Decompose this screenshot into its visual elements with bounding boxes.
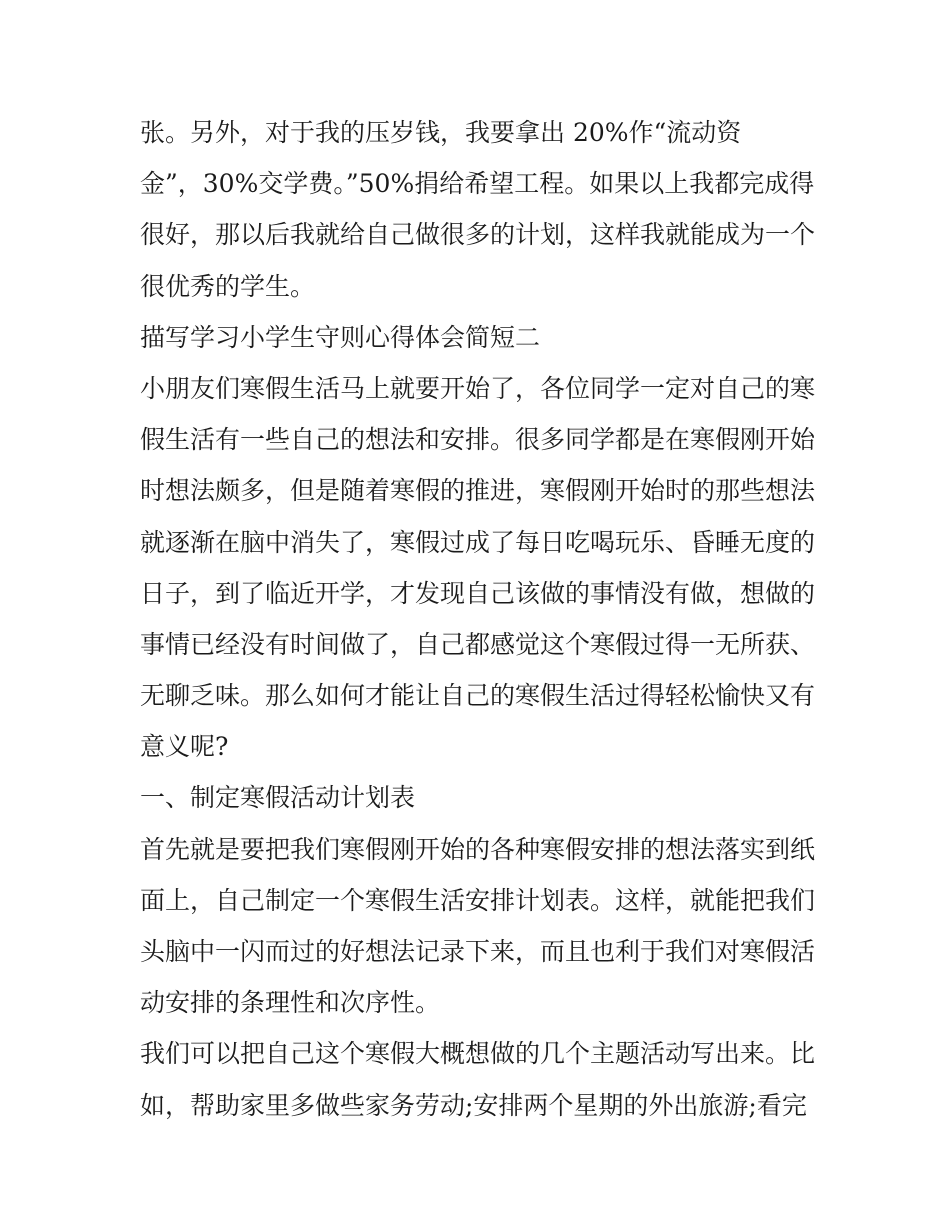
text-line: 如，帮助家里多做些家务劳动;安排两个星期的外出旅游;看完 bbox=[140, 1090, 807, 1120]
text-line: 头脑中一闪而过的好想法记录下来，而且也利于我们对寒假活 bbox=[140, 937, 816, 966]
text-line: 事情已经没有时间做了，自己都感觉这个寒假过得一无所获、 bbox=[140, 629, 816, 659]
text-line: 时想法颇多，但是随着寒假的推进，寒假刚开始时的那些想法 bbox=[140, 476, 816, 506]
text-line: 就逐渐在脑中消失了，寒假过成了每日吃喝玩乐、昏睡无度的 bbox=[140, 527, 816, 557]
text-line: 面上，自己制定一个寒假生活安排计划表。这样，就能把我们 bbox=[140, 885, 816, 915]
section-heading: 描写学习小学生守则心得体会简短二 bbox=[140, 322, 541, 352]
text-line: 金”，30%交学费。”50%捐给希望工程。如果以上我都完成得 bbox=[140, 169, 815, 199]
document-body bbox=[140, 107, 830, 1131]
text-line: 张。另外，对于我的压岁钱，我要拿出 20%作“流动资 bbox=[140, 118, 742, 147]
text-line: 很好，那以后我就给自己做很多的计划，这样我就能成为一个 bbox=[140, 220, 816, 250]
text-line: 动安排的条理性和次序性。 bbox=[140, 988, 441, 1018]
text-line: 我们可以把自己这个寒假大概想做的几个主题活动写出来。比 bbox=[140, 1039, 816, 1069]
subheading: 一、制定寒假活动计划表 bbox=[140, 783, 416, 813]
text-line: 很优秀的学生。 bbox=[140, 271, 316, 301]
text-line: 意义呢? bbox=[140, 732, 229, 762]
text-line: 首先就是要把我们寒假刚开始的各种寒假安排的想法落实到纸 bbox=[140, 834, 816, 864]
text-line: 小朋友们寒假生活马上就要开始了，各位同学一定对自己的寒 bbox=[140, 373, 816, 403]
text-line: 无聊乏味。那么如何才能让自己的寒假生活过得轻松愉快又有 bbox=[140, 681, 816, 711]
text-line: 假生活有一些自己的想法和安排。很多同学都是在寒假刚开始 bbox=[140, 425, 816, 455]
text-line: 日子，到了临近开学，才发现自己该做的事情没有做，想做的 bbox=[140, 578, 816, 608]
